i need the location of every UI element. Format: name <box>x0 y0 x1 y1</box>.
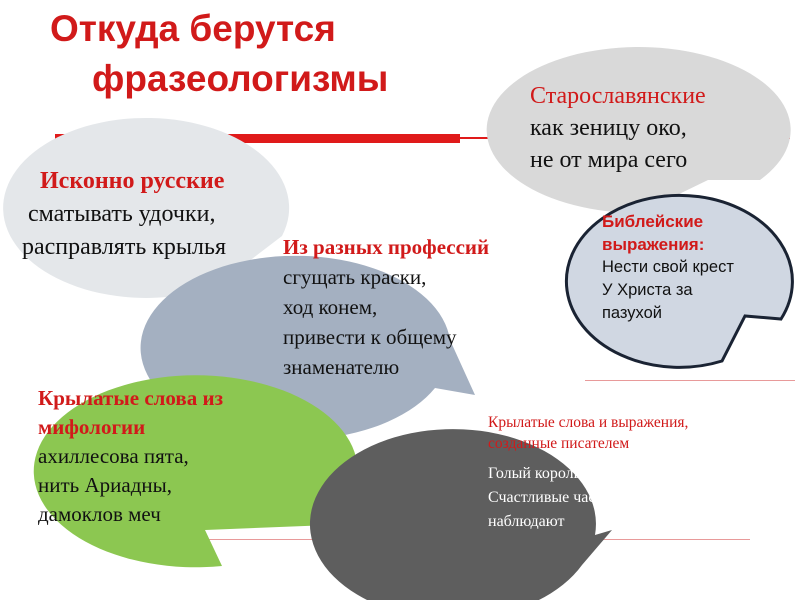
biblical-heading: Библейские выражения: <box>602 212 705 254</box>
old-slavonic-item: как зеницу око, <box>530 115 687 141</box>
professions-heading: Из разных профессий <box>283 235 490 259</box>
mythology-block <box>38 384 298 529</box>
old-slavonic-item: не от мира сего <box>530 147 688 173</box>
professions-block <box>283 232 489 382</box>
professions-item: сгущать краски, <box>283 265 427 289</box>
professions-item: ход конем, <box>283 295 378 319</box>
native-russian-item: сматывать удочки, <box>28 201 216 227</box>
writers-item: Голый король <box>488 465 581 482</box>
native-russian-heading: Исконно русские <box>40 168 225 194</box>
mythology-heading: Крылатые слова из мифологии <box>38 386 224 439</box>
title-line-1: Откуда берутся <box>50 8 336 49</box>
biblical-item: Нести свой крест <box>602 258 734 276</box>
writers-block <box>488 412 703 534</box>
title-line-2: фразеологизмы <box>92 58 389 99</box>
biblical-item: У Христа за пазухой <box>602 281 693 322</box>
mythology-item: дамоклов меч <box>38 502 161 526</box>
native-russian-item: расправлять крылья <box>22 234 227 260</box>
writers-item: Счастливые часов не наблюдают <box>488 489 631 530</box>
biblical-block <box>602 210 752 325</box>
professions-item: знаменателю <box>283 355 400 379</box>
mythology-item: ахиллесова пята, <box>38 444 189 468</box>
mythology-item: нить Ариадны, <box>38 473 172 497</box>
old-slavonic-heading: Старославянские <box>530 83 706 109</box>
native-russian-block <box>22 165 226 264</box>
old-slavonic-block <box>530 80 706 176</box>
writers-heading: Крылатые слова и выражения, созданные писателем <box>488 414 689 452</box>
professions-item: привести к общему <box>283 325 457 349</box>
